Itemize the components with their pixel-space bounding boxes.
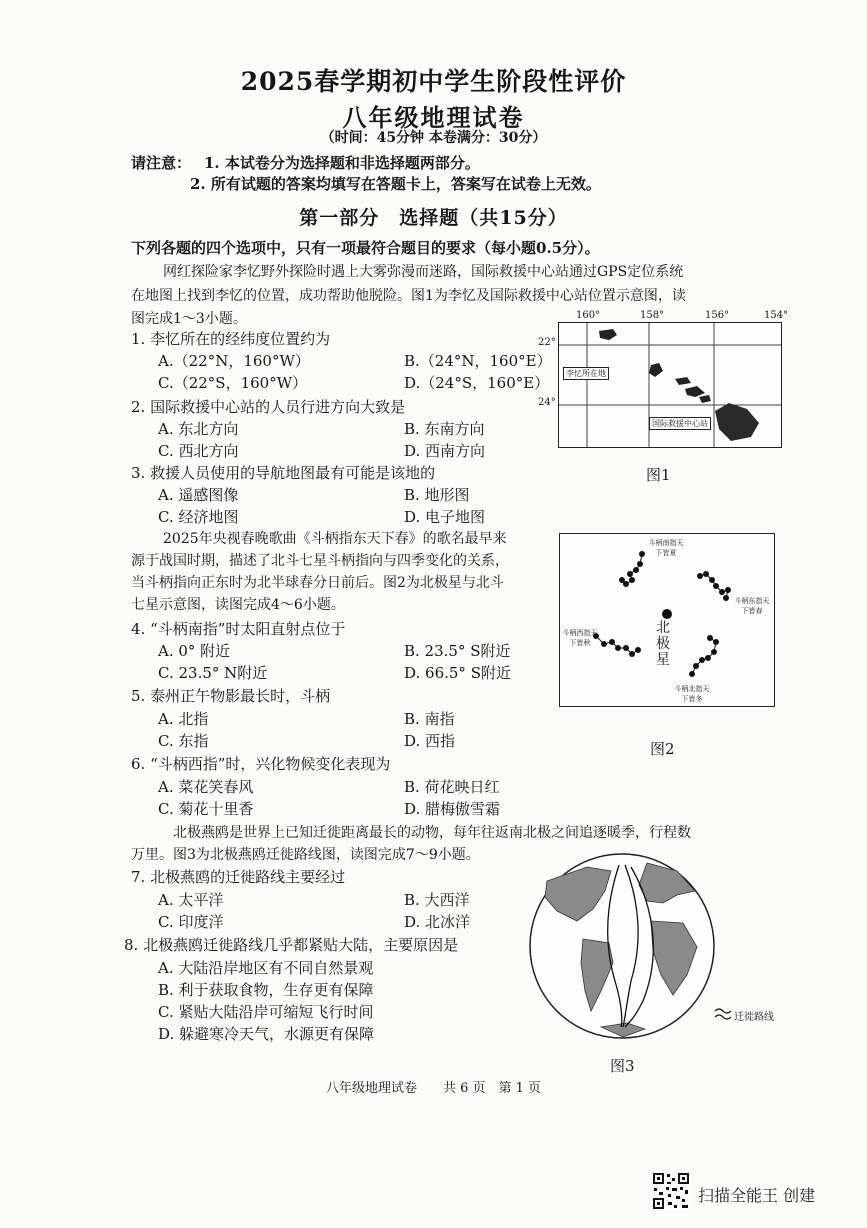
q5-option-a: A. 北指 [158,710,209,728]
q1-option-d: D.（24°S，160°E） [404,374,550,392]
polaris-label: 北极星 [656,620,670,668]
passage1-line2: 在地图上找到李忆的位置，成功帮助他脱险。图1为李忆及国际救援中心站位置示意图，读 [131,288,686,304]
fig1-lon-158: 158° [640,310,665,321]
watermark-text: 扫描全能王 创建 [698,1186,816,1205]
question-2: 2. 国际救援中心站的人员行进方向大致是 [131,398,406,416]
q5-option-b: B. 南指 [404,710,455,728]
figure-1-caption: 图1 [646,466,671,484]
q2-option-c: C. 西北方向 [158,442,239,460]
exam-subtitle: 八年级地理试卷 [342,103,525,132]
q3-option-b: B. 地形图 [404,486,470,504]
q4-option-c: C. 23.5° N附近 [158,664,268,682]
q7-option-b: B. 大西洋 [404,891,470,909]
figure-2-diagram [559,533,775,707]
migration-legend-icon [714,1006,732,1020]
question-3: 3. 救援人员使用的导航地图最有可能是该地的 [131,464,436,482]
section-title: 第一部分 选择题（共15分） [299,207,568,229]
notice-label: 请注意： [131,154,192,172]
q8-option-d: D. 躲避寒冷天气，水源更有保障 [158,1025,375,1043]
passage2-line2: 源于战国时期，描述了北斗七星斗柄指向与四季变化的关系， [131,553,509,569]
q3-option-a: A. 遥感图像 [158,486,239,504]
fig1-lat-22: 22° [538,337,556,348]
exam-info: （时间：45分钟 本卷满分：30分） [320,130,547,146]
fig1-lat-24: 24° [538,397,556,408]
qr-code-icon [652,1172,690,1210]
passage2-line3: 当斗柄指向正东时为北半球春分日前后。图2为北极星与北斗 [131,575,504,591]
question-8: 8. 北极燕鸥迁徙路线几乎都紧贴大陆，主要原因是 [124,936,459,954]
question-5: 5. 泰州正午物影最长时，斗柄 [131,687,331,705]
q2-option-a: A. 东北方向 [158,420,239,438]
fig1-lon-160: 160° [576,310,601,321]
fig1-lon-156: 156° [705,310,730,321]
question-7: 7. 北极燕鸥的迁徙路线主要经过 [131,868,346,886]
fig1-person-label: 李忆所在地 [563,367,609,380]
q7-option-a: A. 太平洋 [158,891,224,909]
page-footer: 八年级地理试卷 共 6 页 第 1 页 [325,1081,542,1096]
q6-option-d: D. 腊梅傲雪霜 [404,800,501,818]
q5-option-c: C. 东指 [158,732,209,750]
q8-option-c: C. 紧贴大陆沿岸可缩短飞行时间 [158,1003,374,1021]
dipper-east-label: 斗柄东指天下皆春 [734,597,770,615]
q8-option-a: A. 大陆沿岸地区有不同自然景观 [158,959,374,977]
passage2-line1: 2025年央视春晚歌曲《斗柄指东天下春》的歌名最早来 [163,531,507,547]
notice-2: 2. 所有试题的答案均填写在答题卡上，答案写在试卷上无效。 [190,175,601,193]
question-1: 1. 李忆所在的经纬度位置约为 [131,330,331,348]
notice-1: 1. 本试卷分为选择题和非选择题两部分。 [204,154,480,172]
fig1-lon-154: 154° [764,310,789,321]
q4-option-d: D. 66.5° S附近 [404,664,511,682]
q1-option-a: A.（22°N，160°W） [158,352,310,370]
figure-1-map [558,322,782,448]
migration-legend-label: 迁徙路线 [734,1012,774,1023]
q6-option-b: B. 荷花映日红 [404,778,500,796]
q4-option-a: A. 0° 附近 [158,642,231,660]
passage1-line1: 网红探险家李忆野外探险时遇上大雾弥漫而迷路，国际救援中心站通过GPS定位系统 [163,264,684,280]
passage1-line3: 图完成1～3小题。 [131,311,247,327]
passage3-line1: 北极燕鸥是世界上已知迁徙距离最长的动物，每年往返南北极之间追逐暖季，行程数 [173,825,691,841]
q4-option-b: B. 23.5° S附近 [404,642,511,660]
question-6: 6. “斗柄西指”时，兴化物候变化表现为 [131,755,391,773]
q6-option-c: C. 菊花十里香 [158,800,254,818]
fig1-station-label: 国际救援中心站 [649,417,711,430]
q1-option-c: C.（22°S，160°W） [158,374,308,392]
dipper-south-label: 斗柄南指天下皆夏 [648,539,684,557]
q2-option-d: D. 西南方向 [404,442,486,460]
q6-option-a: A. 菜花笑春风 [158,778,254,796]
figure-3-caption: 图3 [610,1057,635,1075]
q3-option-c: C. 经济地图 [158,508,239,526]
figure-2-caption: 图2 [650,740,675,758]
dipper-west-label: 斗柄西指天下皆秋 [562,629,598,647]
q2-option-b: B. 东南方向 [404,420,485,438]
exam-title: 2025春学期初中学生阶段性评价 [240,67,627,96]
q7-option-c: C. 印度洋 [158,913,224,931]
passage2-line4: 七星示意图，读图完成4～6小题。 [131,597,345,613]
q3-option-d: D. 电子地图 [404,508,486,526]
instruction: 下列各题的四个选项中，只有一项最符合题目的要求（每小题0.5分）。 [131,239,600,257]
figure-3-svg [527,851,717,1041]
dipper-north-label: 斗柄北指天下皆冬 [674,685,710,703]
question-4: 4. “斗柄南指”时太阳直射点位于 [131,620,346,638]
q8-option-b: B. 利于获取食物，生存更有保障 [158,981,374,999]
figure-3-globe [527,851,717,1041]
q7-option-d: D. 北冰洋 [404,913,471,931]
q5-option-d: D. 西指 [404,732,456,750]
passage3-line2: 万里。图3为北极燕鸥迁徙路线图，读图完成7～9小题。 [131,847,480,863]
q1-option-b: B.（24°N，160°E） [404,352,552,370]
